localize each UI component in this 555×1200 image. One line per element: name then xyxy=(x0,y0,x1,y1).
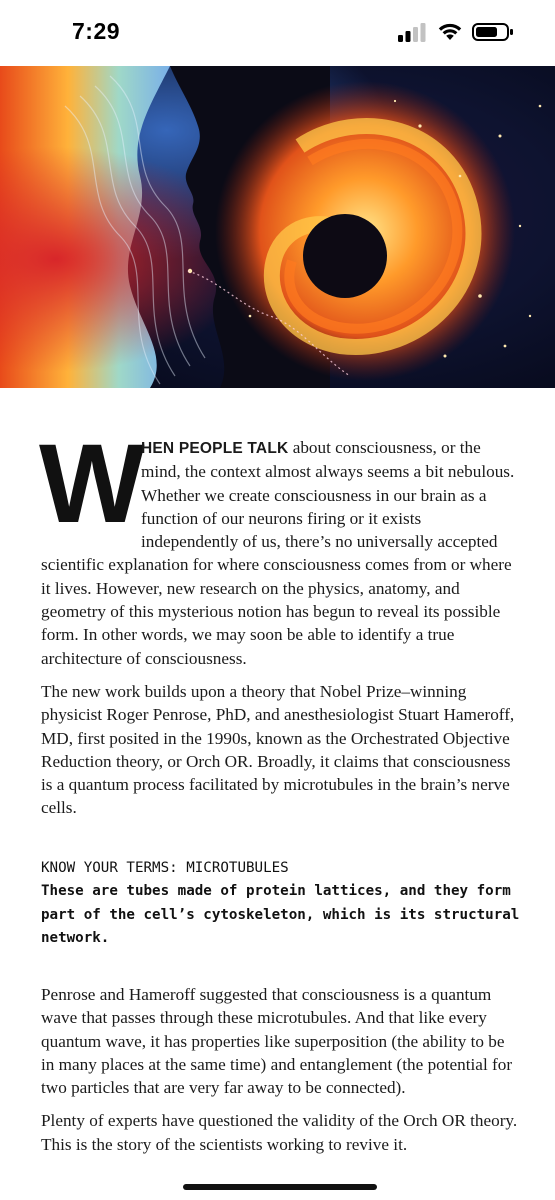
drop-cap: W xyxy=(39,421,145,546)
paragraph-closing: Plenty of experts have questioned the validity of the Orch OR theory. This is the story of the scientists working to revive it. xyxy=(41,1111,518,1154)
terms-heading: KNOW YOUR TERMS: MICROTUBULES xyxy=(41,860,289,876)
terms-definition: These are tubes made of protein lattices, and they form part of the cell’s cytoskeleton, which is its structural network. xyxy=(41,883,520,946)
home-indicator[interactable] xyxy=(183,1184,377,1190)
status-bar xyxy=(0,0,555,66)
article-body xyxy=(39,421,521,830)
status-time: 7:29 xyxy=(72,18,121,44)
know-your-terms-box xyxy=(41,857,521,950)
lead-in-caps: HEN PEOPLE TALK xyxy=(141,440,289,457)
paragraph-theory: The new work builds upon a theory that Nobel Prize–winning physicist Roger Penrose, PhD, and anesthesiologist Stuart Hameroff, MD, first posited in the 1990s, known as the Orchestrated Objective Reduction theory, or Orch OR. Broadly, it claims that consciousness is a quantum process facilitated by microtubules in the brain’s nerve cells. xyxy=(41,681,515,818)
article-body-continued xyxy=(41,983,521,1166)
paragraph-intro xyxy=(39,421,521,670)
paragraph-intro-text: about consciousness, or the mind, the context almost always seems a bit nebulous. Whether we create consciousness in our brain as a function of our neurons firing or it exists independently of us, there’s no universally accepted scientific explanation for where consciousness comes from or where it lives. However, new research on the physics, anatomy, and geometry of this mysterious notion has begun to reveal its possible form. In other words, we may soon be able to identify a true architecture of consciousness. xyxy=(41,438,515,668)
cosmic-profile-illustration xyxy=(0,66,555,388)
wifi-icon xyxy=(437,21,463,41)
hero-image xyxy=(0,66,555,388)
paragraph-quantum-wave: Penrose and Hameroff suggested that consciousness is a quantum wave that passes through these microtubules. And that like every quantum wave, it has properties like superposition (the ability to be in many places at the same time) and entanglement (the potential for two particles that are very far away to be connected). xyxy=(41,985,513,1098)
battery-icon xyxy=(472,22,514,42)
cellular-signal-icon xyxy=(398,22,428,42)
